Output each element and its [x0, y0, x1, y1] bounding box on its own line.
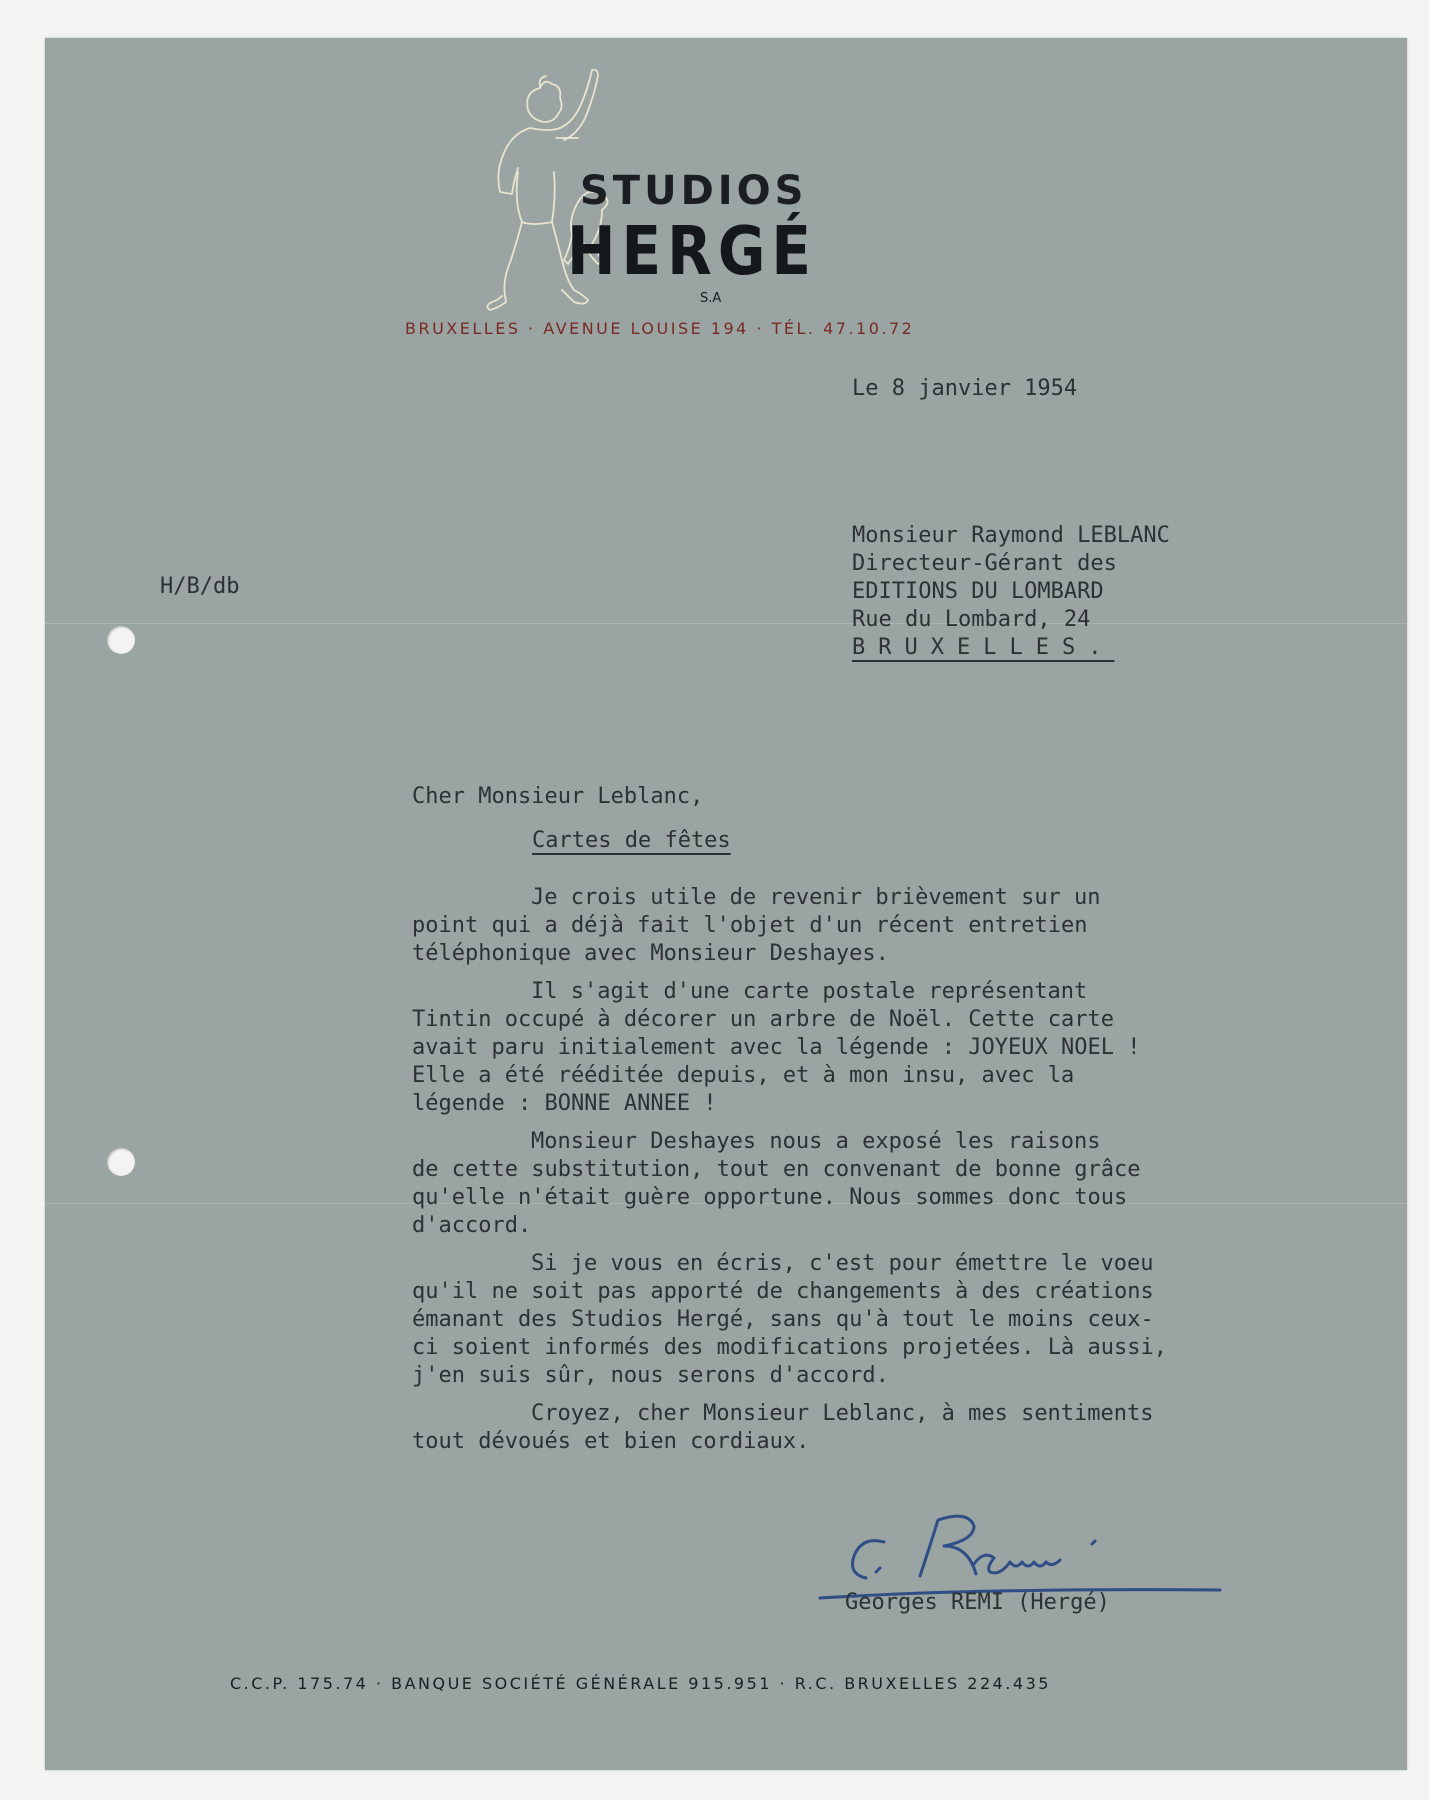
body-line: tout dévoués et bien cordiaux. — [412, 1429, 810, 1454]
recipient-name: Monsieur Raymond LEBLANC — [852, 523, 1170, 548]
paragraph — [412, 1400, 1302, 1456]
letterhead-sa: S.A — [700, 291, 722, 306]
body-line: de cette substitution, tout en convenant de bonne grâce — [412, 1157, 1141, 1182]
salutation: Cher Monsieur Leblanc, — [412, 784, 704, 809]
reference-code: H/B/db — [160, 574, 240, 599]
body-line: Si je vous en écris, c'est pour émettre le voeu — [531, 1251, 1154, 1276]
body-line: émanant des Studios Hergé, sans qu'à tout le moins ceux- — [412, 1307, 1154, 1332]
body-line: légende : BONNE ANNEE ! — [412, 1091, 717, 1116]
recipient-street: Rue du Lombard, 24 — [852, 607, 1091, 632]
body-line: Je crois utile de revenir brièvement sur un — [531, 885, 1101, 910]
body-line: d'accord. — [412, 1213, 532, 1238]
recipient-company: EDITIONS DU LOMBARD — [852, 579, 1104, 604]
body-line: Il s'agit d'une carte postale représentant — [531, 979, 1088, 1004]
body-line: Elle a été rééditée depuis, et à mon insu, avec la — [412, 1063, 1075, 1088]
body-line: ci soient informés des modifications projetées. Là aussi, — [412, 1335, 1167, 1360]
body-line: point qui a déjà fait l'objet d'un récent entretien — [412, 913, 1088, 938]
letter-date: Le 8 janvier 1954 — [852, 376, 1078, 401]
body-line: Monsieur Deshayes nous a exposé les raisons — [531, 1129, 1101, 1154]
recipient-city: BRUXELLES. — [852, 635, 1115, 660]
body-line: Tintin occupé à décorer un arbre de Noël. Cette carte — [412, 1007, 1114, 1032]
paragraph — [412, 1128, 1302, 1240]
body-line: qu'il ne soit pas apporté de changements à des créations — [412, 1279, 1154, 1304]
subject-line: Cartes de fêtes — [532, 828, 731, 853]
body-line: Croyez, cher Monsieur Leblanc, à mes sentiments — [531, 1401, 1154, 1426]
punch-hole — [107, 626, 135, 654]
punch-hole — [107, 1148, 135, 1176]
fold-line — [45, 623, 1407, 624]
letterhead-address: BRUXELLES · AVENUE LOUISE 194 · TÉL. 47.10.72 — [405, 319, 915, 338]
recipient-title: Directeur-Gérant des — [852, 551, 1117, 576]
paragraph — [412, 978, 1302, 1118]
recipient-block — [852, 522, 1170, 662]
letter-body — [412, 884, 1302, 1466]
signer-name: Georges REMI (Hergé) — [845, 1590, 1110, 1615]
body-line: qu'elle n'était guère opportune. Nous sommes donc tous — [412, 1185, 1128, 1210]
paragraph — [412, 1250, 1302, 1390]
body-line: téléphonique avec Monsieur Deshayes. — [412, 941, 889, 966]
paragraph — [412, 884, 1302, 968]
letterhead-herge: HERGÉ — [567, 212, 818, 291]
letterhead-studios: STUDIOS — [580, 168, 808, 214]
body-line: j'en suis sûr, nous serons d'accord. — [412, 1363, 889, 1388]
letterhead-footer: C.C.P. 175.74 · BANQUE SOCIÉTÉ GÉNÉRALE 915.951 · R.C. BRUXELLES 224.435 — [230, 1674, 1051, 1693]
body-line: avait paru initialement avec la légende : JOYEUX NOEL ! — [412, 1035, 1141, 1060]
